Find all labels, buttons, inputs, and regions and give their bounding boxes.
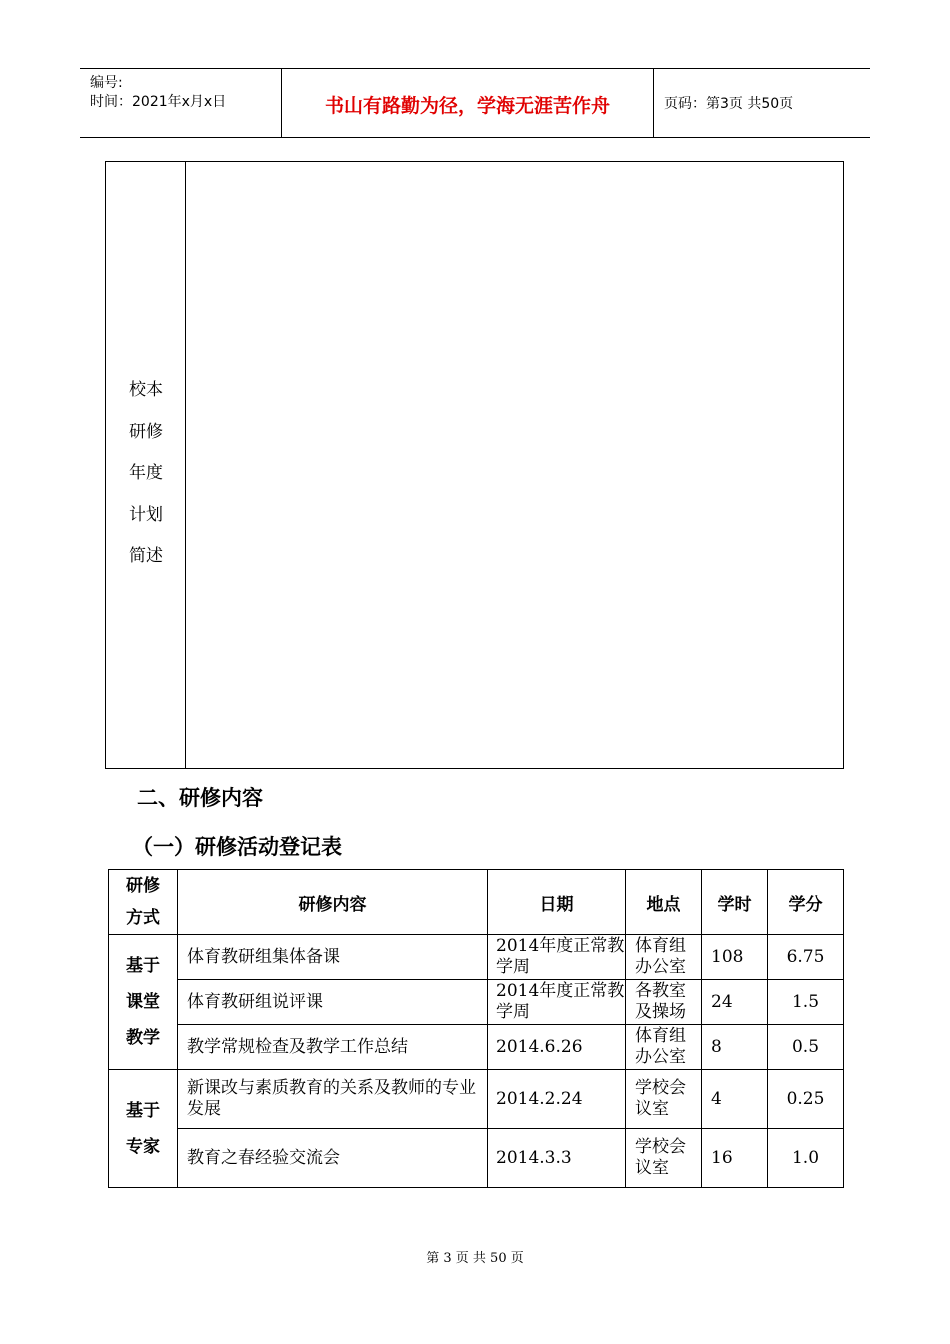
plan-label-line: 研修 (129, 421, 163, 442)
header-method-line: 方式 (126, 908, 160, 928)
method-cell (109, 935, 178, 1070)
header-date: 日期 (488, 870, 626, 935)
subsection-heading: （一）研修活动登记表 (132, 835, 342, 859)
header-location: 地点 (626, 870, 702, 935)
date-cell: 2014.6.26 (488, 1025, 626, 1070)
header-hours: 学时 (702, 870, 768, 935)
plan-label-line: 计划 (129, 504, 163, 525)
date-cell: 2014年度正常教学周 (488, 980, 626, 1025)
header-credits: 学分 (768, 870, 844, 935)
header-page-number: 页码：第3页 共50页 (664, 96, 794, 112)
plan-label-line: 校本 (129, 380, 163, 400)
section-heading: 二、研修内容 (137, 786, 263, 810)
header-info-cell (80, 69, 282, 137)
credits-cell: 6.75 (768, 935, 844, 980)
table-row (109, 1129, 844, 1188)
page-header (80, 68, 870, 138)
header-content: 研修内容 (178, 870, 488, 935)
credits-cell: 0.5 (768, 1025, 844, 1070)
table-row (109, 1070, 844, 1129)
method-line: 教学 (126, 1028, 160, 1048)
header-page-cell (654, 69, 870, 137)
table-row (109, 1025, 844, 1070)
annual-plan-label-cell (106, 162, 186, 768)
header-motto: 书山有路勤为径，学海无涯苦作舟 (324, 95, 610, 117)
location-cell: 学校会议室 (626, 1070, 702, 1129)
annual-plan-box (105, 161, 844, 769)
content-cell: 教学常规检查及教学工作总结 (178, 1025, 488, 1070)
location-cell: 体育组办公室 (626, 935, 702, 980)
header-method-line: 研修 (126, 876, 160, 896)
method-line: 专家 (126, 1136, 160, 1157)
method-cell (109, 1070, 178, 1188)
method-line: 基于 (126, 956, 160, 976)
hours-cell: 24 (702, 980, 768, 1025)
credits-cell: 1.5 (768, 980, 844, 1025)
content-cell: 体育教研组说评课 (178, 980, 488, 1025)
date-cell: 2014年度正常教学周 (488, 935, 626, 980)
header-method (109, 870, 178, 935)
annual-plan-label (106, 370, 186, 578)
hours-cell: 108 (702, 935, 768, 980)
content-cell: 体育教研组集体备课 (178, 935, 488, 980)
hours-cell: 4 (702, 1070, 768, 1129)
date-cell: 2014.3.3 (488, 1129, 626, 1188)
table-row (109, 935, 844, 980)
table-row (109, 980, 844, 1025)
hours-cell: 16 (702, 1129, 768, 1188)
header-code: 编号: (90, 75, 123, 91)
method-line: 基于 (126, 1100, 160, 1121)
table-header-row (109, 870, 844, 935)
activity-register-table (108, 869, 844, 1188)
location-cell: 各教室及操场 (626, 980, 702, 1025)
page-footer: 第 3 页 共 50 页 (426, 1251, 524, 1266)
location-cell: 学校会议室 (626, 1129, 702, 1188)
credits-cell: 1.0 (768, 1129, 844, 1188)
hours-cell: 8 (702, 1025, 768, 1070)
date-cell: 2014.2.24 (488, 1070, 626, 1129)
content-cell: 新课改与素质教育的关系及教师的专业发展 (178, 1070, 488, 1129)
header-motto-cell (282, 69, 654, 137)
credits-cell: 0.25 (768, 1070, 844, 1129)
plan-label-line: 年度 (129, 463, 163, 483)
method-line: 课堂 (126, 992, 160, 1012)
content-cell: 教育之春经验交流会 (178, 1129, 488, 1188)
header-time: 时间：2021年x月x日 (90, 94, 227, 110)
plan-label-line: 简述 (129, 546, 163, 566)
location-cell: 体育组办公室 (626, 1025, 702, 1070)
